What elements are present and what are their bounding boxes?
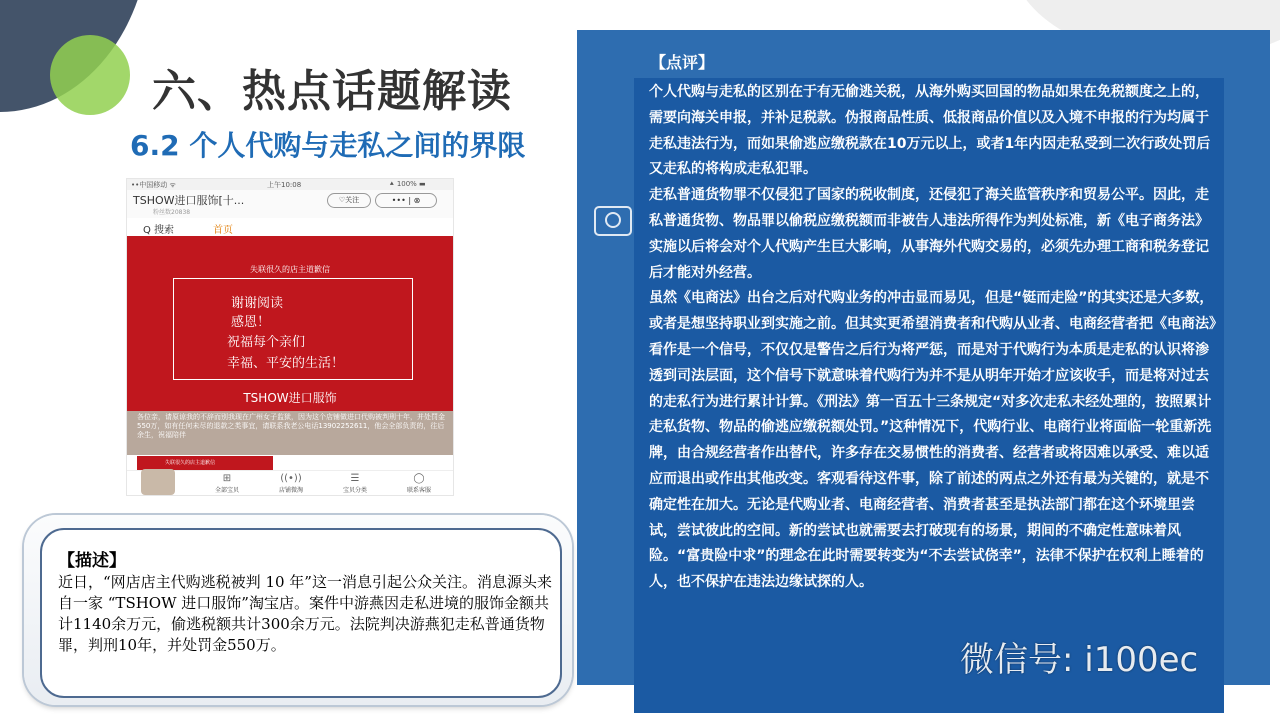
comment-paragraph: 虽然《电商法》出台之后对代购业务的冲击显而易见，但是“铤而走险”的其实还是大多数，或者是想坚持职业到实施之前。但其实更希望消费者和代购从业者、电商经营者把《电商法》看作是一个信号，不仅仅是警告之后行为将严惩，而是对于代购行为本质是走私的认识将渗透到司法层面，这个信号下就意味着代购行为并不是从明年开始才应该收手，而是将对过去的走私行为进行累计计算。《刑法》第一百五十三条规定“对多次走私未经处理的，按照累计走私货物、物品的偷逃应缴税额处罚。”这种情况下，代购行业、电商行业将面临一轮重新洗牌，由合规经营者作出替代，许多存在交易惯性的消费者、经营者或将因难以承受、难以适应而退出或作出其他改变。客观看待这件事，除了前述的两点之外还有最为关键的，就是不确定性在加大。无论是代购业者、电商经营者、消费者甚至是执法部门都在这个环境里尝试，尝试彼此的空间。新的尝试也就需要去打破现有的场景，期间的不确定性意味着风险。“富贵险中求”的理念在此时需要转变为“不去尝试侥幸”，法律不保护在权利上睡着的人，也不保护在违法边缘试探的人。 [649,290,1216,591]
nav-label: 店铺微淘 [278,487,303,494]
phone-screenshot [126,178,454,496]
nav-customer-service[interactable] [389,472,449,494]
shop-header [127,190,453,218]
banner-line: 谢谢阅读 [231,296,284,311]
bottom-nav [127,470,453,496]
chat-icon: ◯ [413,473,425,484]
shop-notice [127,411,453,455]
banner-line: 感恩！ [231,315,271,330]
shop-name: TSHOW进口服饰[十... [133,194,245,207]
camera-icon [594,206,632,236]
home-tab[interactable]: 首页 [213,221,233,238]
status-bar [127,179,453,190]
nav-all-items[interactable] [197,472,257,494]
carrier-label: ••中国移动 ᯤ [131,181,176,189]
shop-fans: 粉丝数20838 [153,209,191,216]
nav-categories[interactable] [325,472,385,494]
grid-icon: ⊞ [222,473,232,484]
nav-shop-feed[interactable] [261,472,321,494]
list-icon: ☰ [350,473,360,484]
banner-line: 幸福、平安的生活！ [227,356,345,371]
slide-subtitle: 6.2 个人代购与走私之间的界限 [130,129,526,162]
slide-title: 六、热点话题解读 [152,66,512,117]
banner-line: 祝福每个亲们 [227,335,306,350]
mini-banner [137,456,273,470]
avatar[interactable] [141,469,175,495]
comment-paragraph: 个人代购与走私的区别在于有无偷逃关税，从海外购买回国的物品如果在免税额度之上的，需要向海关申报，并补足税款。伪报商品性质、低报商品价值以及入境不申报的行为均属于走私违法行为，而如果偷逃应缴税款在10万元以上，或者1年内因走私受到二次行政处罚后又走私的将构成走私犯罪。 [649,84,1211,178]
nav-label: 联系客服 [406,487,431,494]
shop-notice-text: 各位亲，请原谅我的不辞而别我现在广州女子监狱，因为这个店铺做进口代购被判刑十年，并处罚金550万，如有任何未尽的退款之类事宜，请联系我老公电话13902252611，他会全部负责的，往后余生，祝福陪伴 [137,413,445,439]
comment-title: 【点评】 [650,53,715,72]
miniapp-menu-button[interactable]: ••• | ⊗ [375,193,437,208]
battery-label: ⯅ 100% ▬ [389,180,426,188]
shop-banner [127,236,453,411]
description-title: 【描述】 [58,551,126,571]
broadcast-icon: ((•)) [280,473,302,484]
comment-paragraph: 走私普通货物罪不仅侵犯了国家的税收制度，还侵犯了海关监管秩序和贸易公平。因此，走私普通货物、物品罪以偷税应缴税额而非被告人违法所得作为判处标准，新《电子商务法》实施以后将会对个人代购产生巨大影响，从事海外代购交易的，必须先办理工商和税务登记后才能对外经营。 [649,187,1209,281]
status-time: 上午10:08 [267,181,302,189]
banner-brand: TSHOW进口服饰 [243,391,337,405]
banner-heading: 失联很久的店主道歉信 [250,265,330,274]
search-row [127,218,453,237]
decorative-circle-green [50,35,130,115]
nav-label: 宝贝分类 [342,487,367,494]
watermark: 微信号: i100ec [960,640,1199,680]
follow-button[interactable]: ♡关注 [327,193,371,208]
search-tab[interactable]: Q 搜索 [143,225,175,236]
nav-label: 全部宝贝 [214,487,239,494]
comment-text [649,80,1217,596]
mini-banner-text: 失联很久的店主道歉信 [165,460,216,466]
description-body: 近日，“网店店主代购逃税被判 10 年”这一消息引起公众关注。消息源头来自一家 “TSHOW 进口服饰”淘宝店。案件中游燕因走私进境的服饰金额共计1140余万元，偷逃税额共计300余万元。法院判决游燕犯走私普通货物罪，判刑10年，并处罚金550万。 [58,573,552,654]
